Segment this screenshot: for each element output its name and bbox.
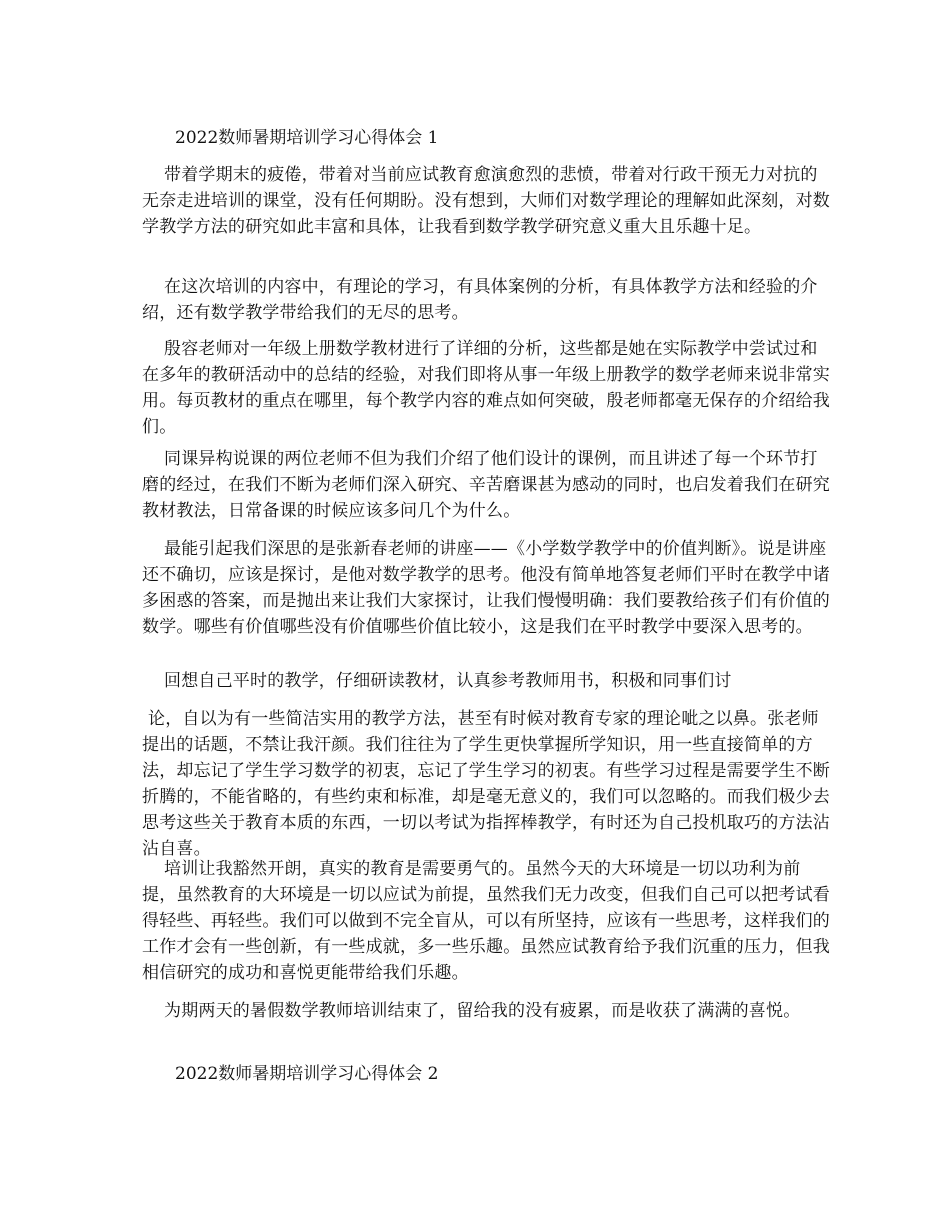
paragraph-1: 带着学期末的疲倦，带着对当前应试教育愈演愈烈的悲愤，带着对行政干预无力对抗的无奈走进培训的课堂，没有任何期盼。没有想到，大师们对数学理论的理解如此深刻，对数学教学方法的研究如此丰富和具体，让我看到数学教学研究意义重大且乐趣十足。 [142,165,830,237]
section-heading-1: 2022数师暑期培训学习心得体会 1 [175,128,439,148]
paragraph-5: 最能引起我们深思的是张新春老师的讲座——《小学数学教学中的价值判断》。说是讲座还不确切，应该是探讨，是他对数学教学的思考。他没有简单地答复老师们平时在教学中诸多困惑的答案，而是抛出来让我们大家探讨，让我们慢慢明确：我们要教给孩子们有价值的数学。哪些有价值哪些没有价值哪些价值比较小，这是我们在平时教学中要深入思考的。 [142,539,830,637]
paragraph-8: 培训让我豁然开朗，真实的教育是需要勇气的。虽然今天的大环境是一切以功利为前提，虽然教育的大环境是一切以应试为前提，虽然我们无力改变，但我们自己可以把考试看得轻些、再轻些。我们可以做到不完全盲从，可以有所坚持，应该有一些思考，这样我们的工作才会有一些创新，有一些成就，多一些乐趣。虽然应试教育给予我们沉重的压力，但我相信研究的成功和喜悦更能带给我们乐趣。 [142,859,830,983]
paragraph-4: 同课异构说课的两位老师不但为我们介绍了他们设计的课例，而且讲述了每一个环节打磨的经过，在我们不断为老师们深入研究、辛苦磨课甚为感动的同时，也启发着我们在研究教材教法，日常备课的时候应该多问几个为什么。 [142,449,830,521]
paragraph-3: 殷容老师对一年级上册数学教材进行了详细的分析，这些都是她在实际教学中尝试过和在多年的教研活动中的总结的经验，对我们即将从事一年级上册教学的数学老师来说非常实用。每页教材的重点在哪里，每个教学内容的难点如何突破，殷老师都毫无保存的介绍给我们。 [142,339,830,437]
paragraph-2: 在这次培训的内容中，有理论的学习，有具体案例的分析，有具体教学方法和经验的介绍，还有数学教学带给我们的无尽的思考。 [142,277,818,323]
paragraph-6: 回想自己平时的教学，仔细研读教材，认真参考教师用书，积极和同事们讨 [164,671,732,691]
section-heading-2: 2022数师暑期培训学习心得体会 2 [175,1064,439,1084]
paragraph-9: 为期两天的暑假数学教师培训结束了，留给我的没有疲累，而是收获了满满的喜悦。 [164,1001,801,1021]
paragraph-7: 论，自以为有一些简洁实用的教学方法，甚至有时候对教育专家的理论呲之以鼻。张老师提出的话题，不禁让我汗颜。我们往往为了学生更快掌握所学知识，用一些直接简单的方法，却忘记了学生学习数学的初衷，忘记了学生学习的初衷。有些学习过程是需要学生不断折腾的，不能省略的，有些约束和标准，却是毫无意义的，我们可以忽略的。而我们极少去思考这些关于教育本质的东西，一切以考试为指挥棒教学，有时还为自己投机取巧的方法沾沾自喜。 [142,709,830,859]
